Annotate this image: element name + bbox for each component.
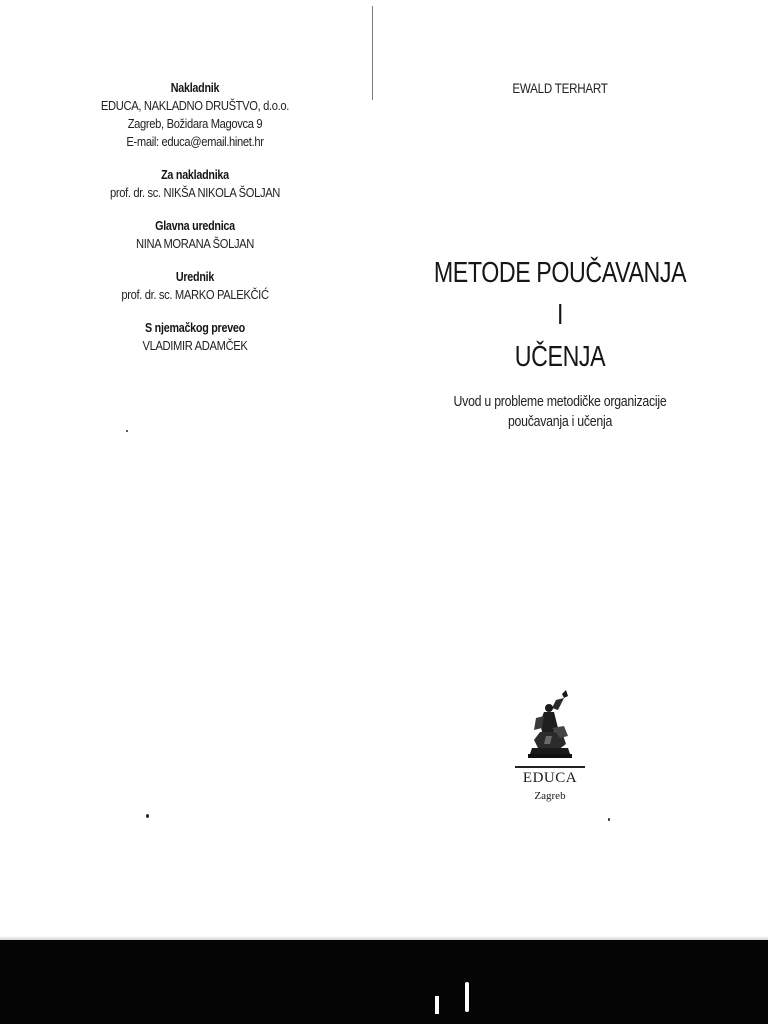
credit-line: Zagreb, Božidara Magovca 9 [127,116,263,131]
imprint-page [70,80,320,371]
credit-block-for-publisher [70,167,320,202]
credit-heading: Urednik [175,270,215,284]
scan-speck [146,814,149,818]
credit-line: prof. dr. sc. MARKO PALEKČIĆ [121,287,269,302]
scan-speck [608,818,610,821]
credit-line: EDUCA, NAKLADNO DRUŠTVO, d.o.o. [100,98,290,113]
credit-line: NINA MORANA ŠOLJAN [135,236,255,251]
credit-block-editor [70,269,320,304]
book-subtitle-line: Uvod u probleme metodičke organizacije [453,394,667,410]
spine-fold-line [372,6,373,100]
title-page [400,80,720,432]
scan-bottom-band [0,940,768,1024]
author-name: EWALD TERHART [512,81,608,96]
scan-speck [126,430,128,432]
credit-line: VLADIMIR ADAMČEK [142,338,248,353]
logo-rule [515,766,585,768]
spine-mark [465,982,469,1012]
credit-heading: Glavna urednica [155,219,235,233]
credit-block-editor-in-chief [70,218,320,253]
publisher-logo [510,688,590,804]
credit-heading: Za nakladnika [161,168,229,182]
credit-block-publisher [70,80,320,151]
book-subtitle-line: poučavanja i učenja [507,414,613,430]
credit-line: E-mail: educa@email.hinet.hr [126,134,264,149]
credit-line: prof. dr. sc. NIKŠA NIKOLA ŠOLJAN [109,185,281,200]
spine-mark [435,996,439,1014]
book-title-line: UČENJA [514,341,606,373]
credit-heading: S njemačkog preveo [145,321,245,335]
book-title-line: METODE POUČAVANJA I [433,257,687,331]
credit-block-translator [70,320,320,355]
book-subtitle [424,392,696,432]
publisher-city: Zagreb [534,790,566,802]
educa-statue-logo-icon [522,688,578,764]
credit-heading: Nakladnik [170,81,220,95]
publisher-name: EDUCA [522,770,578,786]
book-title [432,252,688,378]
